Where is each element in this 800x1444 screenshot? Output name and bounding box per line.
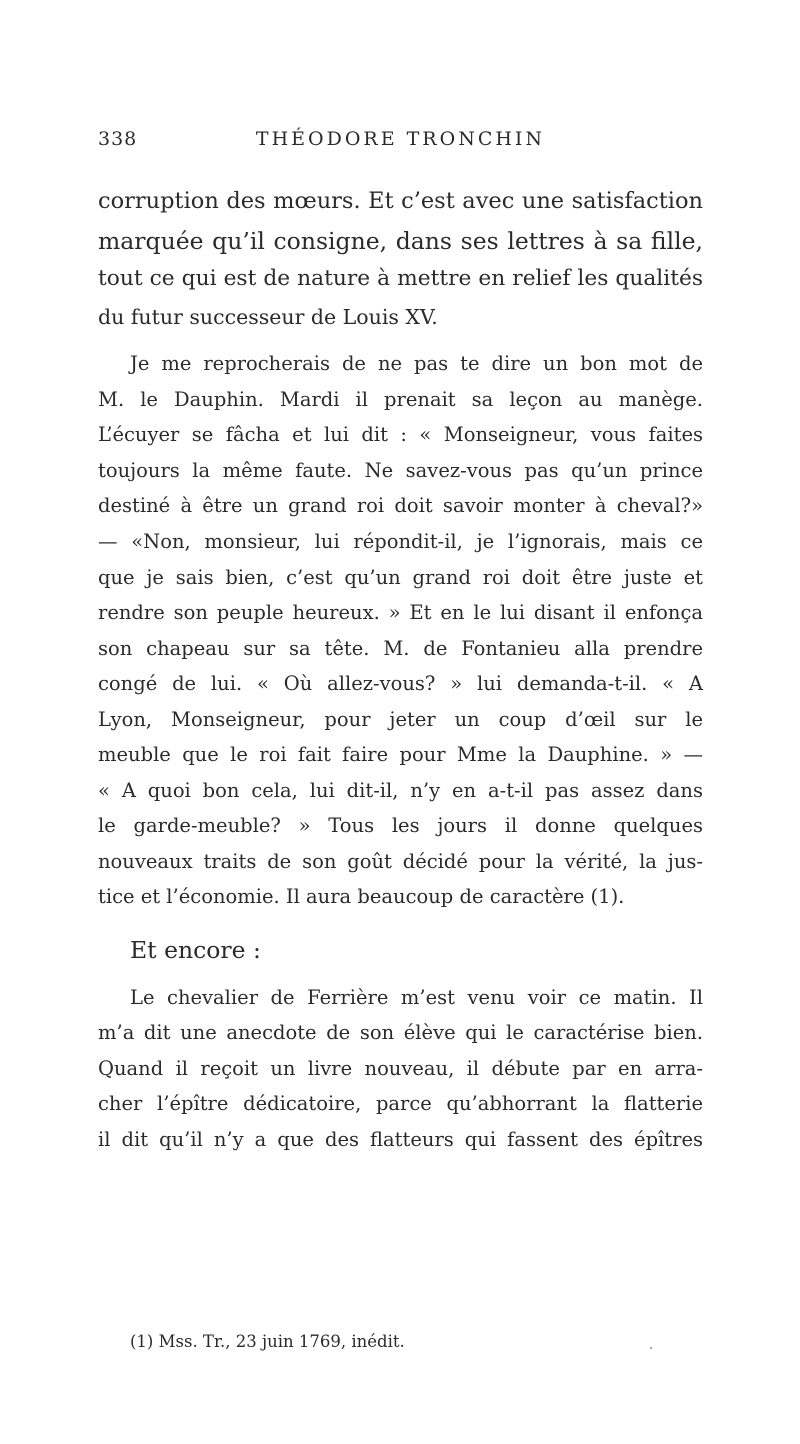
- page-header: [98, 128, 703, 158]
- quote-line: que je sais bien, c’est qu’un grand roi doit être juste et: [98, 566, 703, 589]
- quote-line: Le chevalier de Ferrière m’est venu voir ce matin. Il: [130, 986, 703, 1009]
- quote-line: toujours la même faute. Ne savez-vous pas qu’un prince: [98, 459, 703, 482]
- quote-line: nouveaux traits de son goût décidé pour la vérité, la jus-: [98, 850, 703, 873]
- quote-line: « A quoi bon cela, lui dit-il, n’y en a-t-il pas assez dans: [98, 779, 703, 802]
- quote-line: le garde-meuble? » Tous les jours il donne quelques: [98, 814, 703, 837]
- quote-line: tice et l’économie. Il aura beaucoup de caractère (1).: [98, 885, 625, 908]
- quote-line: L’écuyer se fâcha et lui dit : « Monseigneur, vous faites: [98, 423, 703, 446]
- quote-line: congé de lui. « Où allez-vous? » lui demanda-t-il. « A: [98, 672, 703, 695]
- page-number: 338: [98, 128, 138, 150]
- quote-line: Lyon, Monseigneur, pour jeter un coup d’œil sur le: [98, 708, 703, 731]
- quote-line: son chapeau sur sa tête. M. de Fontanieu alla prendre: [98, 637, 703, 660]
- paper-speck: [650, 1347, 652, 1349]
- footnote: (1) Mss. Tr., 23 juin 1769, inédit.: [130, 1332, 405, 1351]
- text-line: marquée qu’il consigne, dans ses lettres à sa fille,: [98, 227, 703, 255]
- text-line: tout ce qui est de nature à mettre en relief les qualités: [98, 266, 703, 291]
- running-title: THÉODORE TRONCHIN: [255, 128, 546, 150]
- text-line: du futur successeur de Louis XV.: [98, 305, 438, 329]
- quote-line: m’a dit une anecdote de son élève qui le caractérise bien.: [98, 1021, 703, 1044]
- text-line: corruption des mœurs. Et c’est avec une satisfaction: [98, 188, 703, 214]
- quote-line: rendre son peuple heureux. » Et en le lui disant il enfonça: [98, 601, 703, 624]
- quote-line: M. le Dauphin. Mardi il prenait sa leçon au manège.: [98, 388, 703, 411]
- quote-line: destiné à être un grand roi doit savoir monter à cheval?»: [98, 494, 703, 517]
- quote-line: il dit qu’il n’y a que des flatteurs qui fassent des épîtres: [98, 1128, 703, 1151]
- transition-text: Et encore :: [130, 936, 261, 964]
- quote-line: meuble que le roi fait faire pour Mme la Dauphine. » —: [98, 743, 703, 766]
- quote-line: Je me reprocherais de ne pas te dire un bon mot de: [130, 352, 703, 375]
- quote-line: cher l’épître dédicatoire, parce qu’abhorrant la flatterie: [98, 1092, 703, 1115]
- quote-line: — «Non, monsieur, lui répondit-il, je l’ignorais, mais ce: [98, 530, 703, 553]
- quote-line: Quand il reçoit un livre nouveau, il débute par en arra-: [98, 1057, 703, 1080]
